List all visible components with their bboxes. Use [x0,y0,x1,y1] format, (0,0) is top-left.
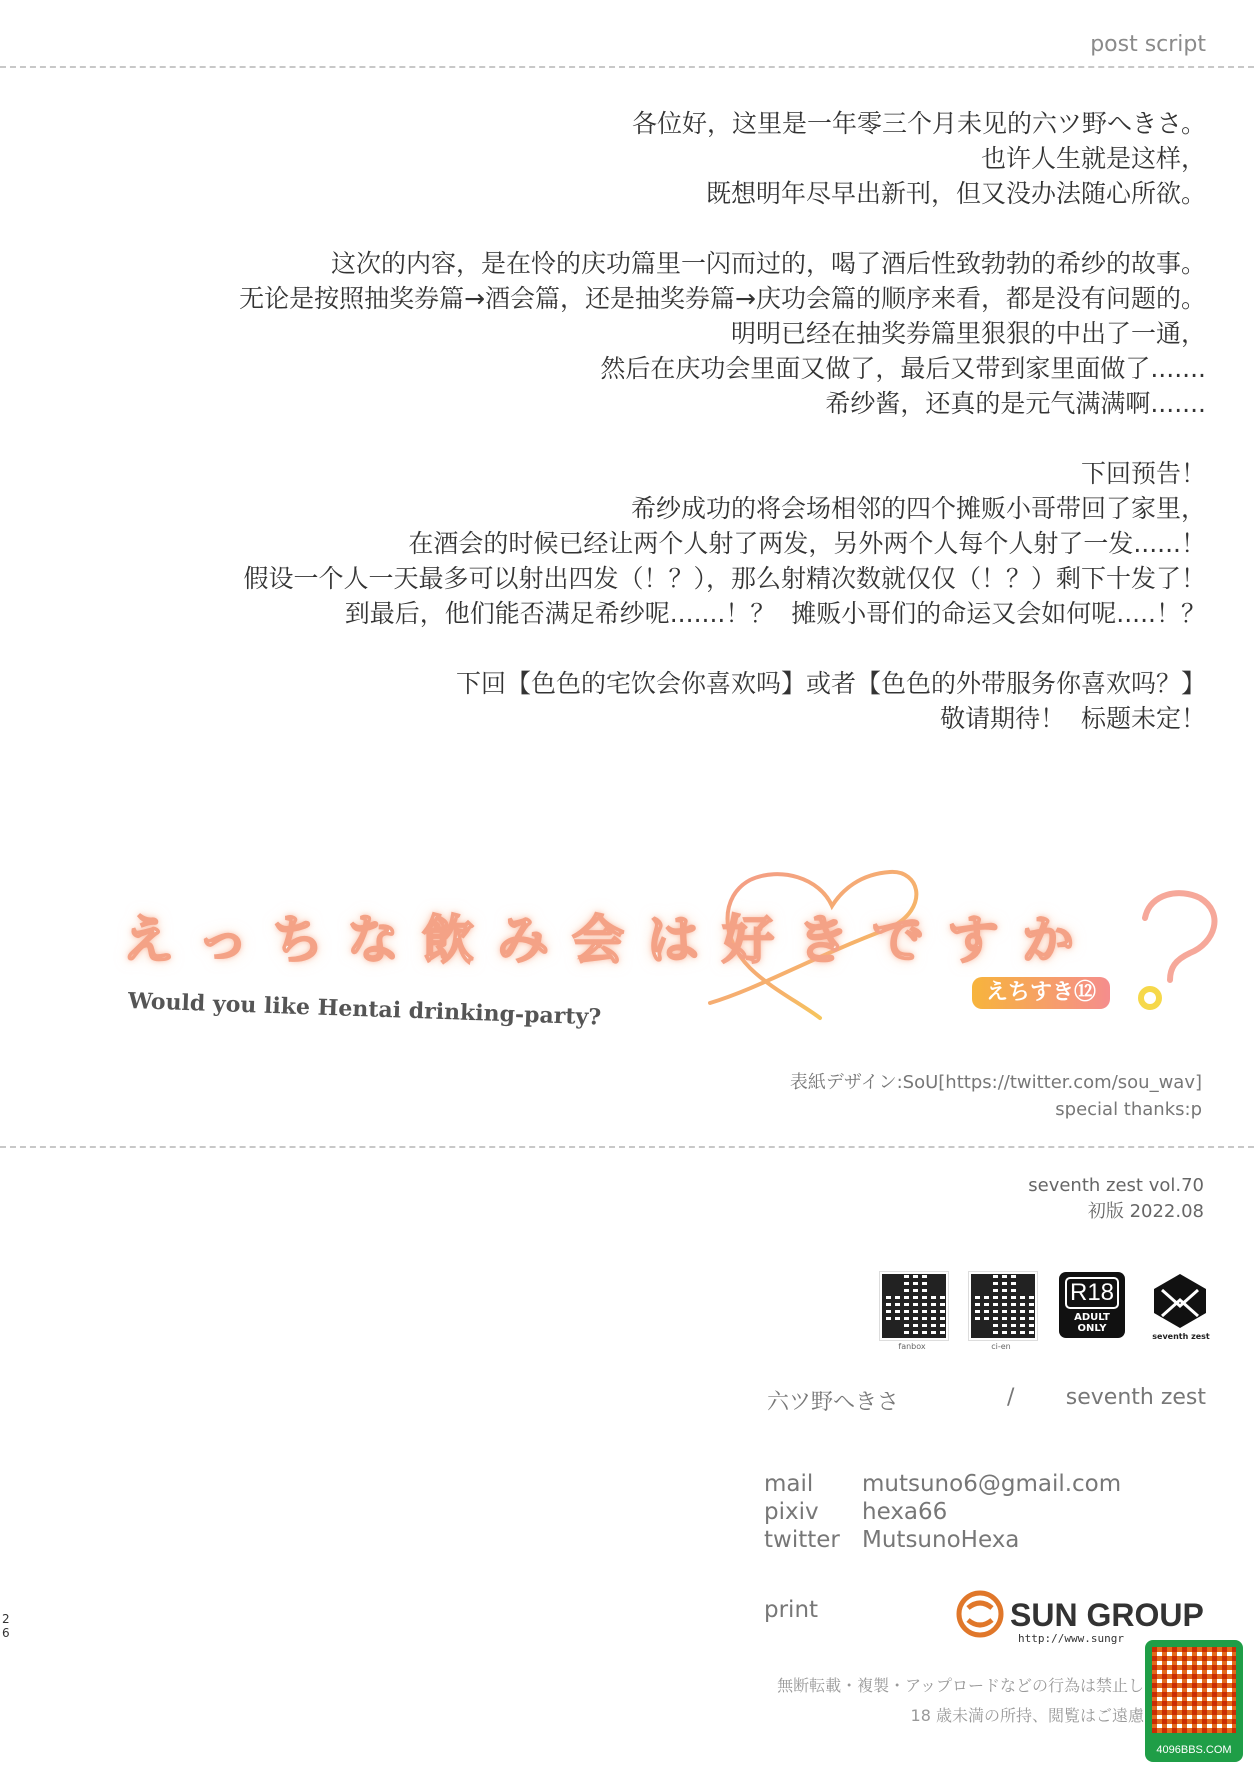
printer-name: SUN GROUP [1010,1597,1204,1633]
pixiv-value: hexa66 [862,1499,948,1525]
twitter-label: twitter [764,1527,840,1553]
postscript-line: 假设一个人一天最多可以射出四发（！？），那么射精次数就仅仅（！？）剩下十发了！ [243,564,1206,593]
watermark-qr-code [1152,1647,1236,1733]
postscript-line: 下回【色色的宅饮会你喜欢吗】或者【色色的外带服务你喜欢吗？】 [455,669,1206,698]
ci-en-qr-caption: ci-en [991,1342,1011,1351]
r18-badge [1059,1272,1125,1338]
r18-badge-label: R18 [1065,1277,1119,1309]
ci-en-qr-code [969,1272,1037,1340]
postscript-line: 敬请期待！ 标题未定！ [940,704,1206,733]
printer-logo [956,1590,1212,1646]
age-restriction-notice: 18 歳未満の所持、閲覧はご遠慮 [910,1706,1144,1725]
fanbox-qr-caption: fanbox [898,1342,926,1351]
postscript-line [66,211,1206,246]
twitter-value: MutsunoHexa [862,1527,1020,1553]
copyright-notice: 無断転載・複製・アップロードなどの行為は禁止し [777,1676,1144,1695]
printer-url: http://www.sungr [1018,1632,1124,1645]
adult-only-label: ADULT ONLY [1074,1312,1110,1334]
fanbox-qr-code [880,1272,948,1340]
postscript-line: 各位好，这里是一年零三个月未见的六ツ野へきさ。 [631,109,1206,138]
postscript-body [66,106,1206,736]
postscript-line [66,421,1206,456]
mail-label: mail [764,1471,814,1497]
edition-date: 初版 2022.08 [1087,1201,1204,1222]
site-watermark[interactable] [1145,1640,1243,1762]
special-thanks-credit: special thanks:p [1055,1099,1202,1120]
postscript-line: 在酒会的时候已经让两个人射了两发，另外两个人每个人射了一发......！ [408,529,1206,558]
postscript-line: 然后在庆功会里面又做了，最后又带到家里面做了....... [600,354,1206,383]
signature-separator: / [1007,1385,1015,1410]
post-script-label: post script [1090,32,1206,57]
pixiv-label: pixiv [764,1499,819,1525]
sun-group-emblem-icon [959,1593,1001,1635]
cover-design-credit: 表紙デザイン:SoU[https://twitter.com/sou_wav] [789,1072,1202,1093]
question-mark-icon [1141,893,1214,1007]
postscript-line: 明明已经在抽奖券篇里狠狠的中出了一通， [730,319,1206,348]
postscript-line: 也许人生就是这样， [980,144,1206,173]
postscript-line: 下回预告！ [1080,459,1206,488]
postscript-line [66,631,1206,666]
print-label: print [764,1597,819,1623]
postscript-line: 既想明年尽早出新刊，但又没办法随心所欲。 [705,179,1206,208]
title-english: Would you like Hentai drinking-party? [127,988,602,1031]
title-japanese: えっちな飲み会は好きですか [122,911,1098,971]
seventh-zest-logo-icon [1152,1272,1208,1330]
volume-label: seventh zest vol.70 [1028,1175,1204,1196]
postscript-line: 无论是按照抽奖券篇→酒会篇，还是抽奖券篇→庆功会篇的顺序来看，都是没有问题的。 [239,284,1206,313]
postscript-line: 希纱酱，还真的是元气满满啊....... [825,389,1206,418]
seventh-zest-logo-label: seventh zest [1152,1332,1210,1341]
circle-name: seventh zest [1065,1385,1206,1410]
postscript-line: 这次的内容，是在怜的庆功篇里一闪而过的，喝了酒后性致勃勃的希纱的故事。 [330,249,1206,278]
author-name: 六ツ野へきさ [767,1390,900,1415]
watermark-text: 4096BBS.COM [1156,1744,1232,1756]
mail-value: mutsuno6@gmail.com [862,1471,1122,1497]
series-badge: えちすき⑫ [972,977,1110,1009]
postscript-line: 希纱成功的将会场相邻的四个摊贩小哥带回了家里， [630,494,1206,523]
page-number: 2 6 [2,1612,10,1640]
bottom-divider [0,1146,1254,1148]
postscript-line: 到最后，他们能否满足希纱呢.......！？ 摊贩小哥们的命运又会如何呢.....！？ [344,599,1206,628]
top-divider [0,66,1254,68]
